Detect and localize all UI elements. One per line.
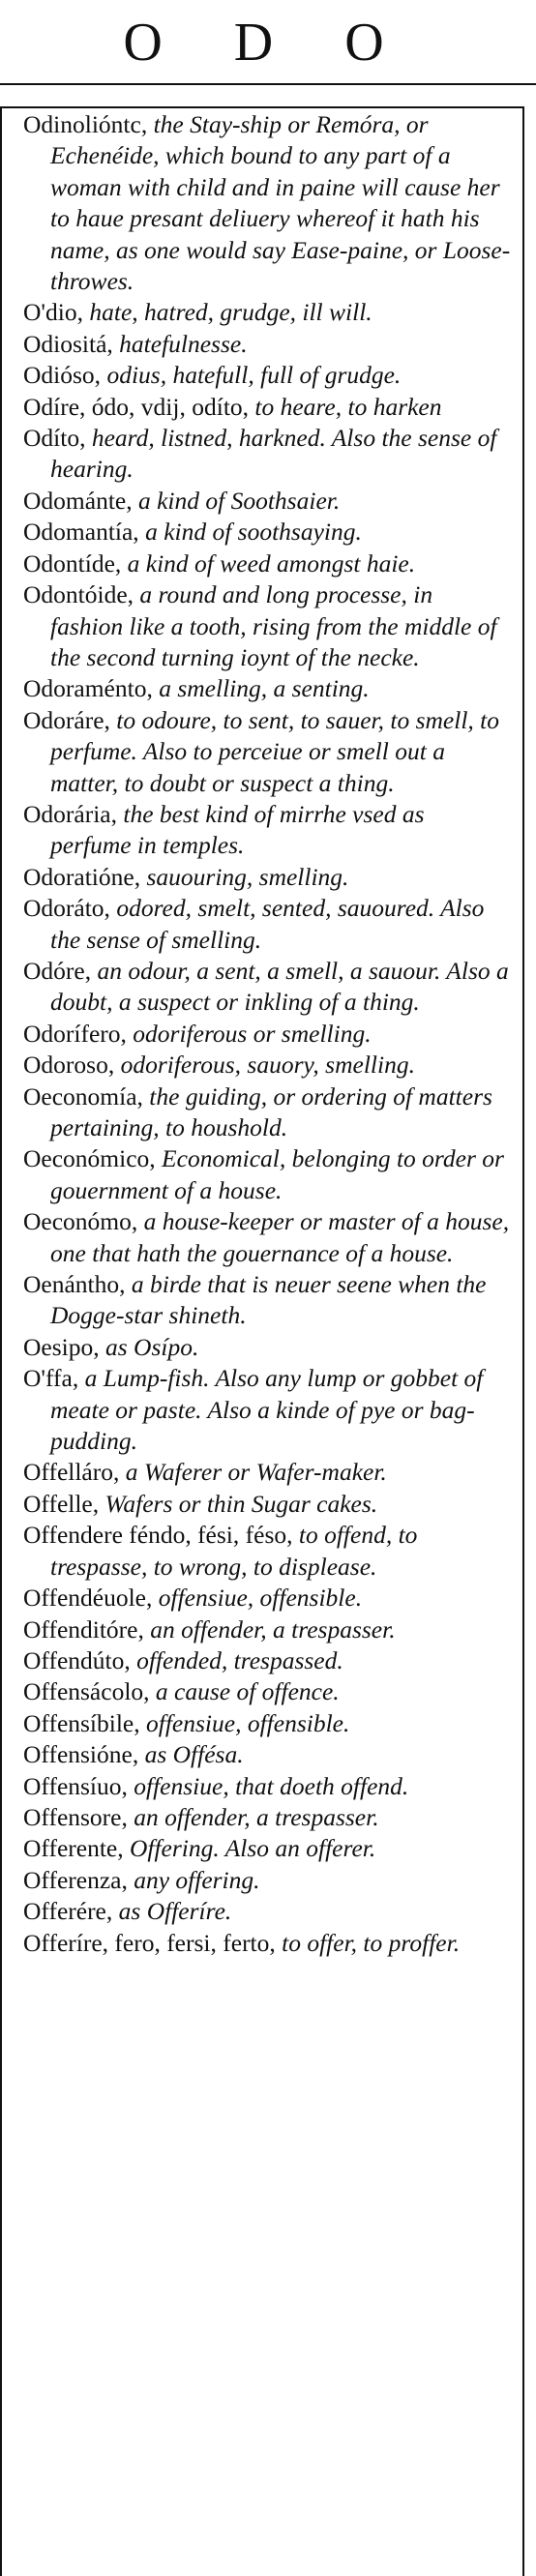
- dictionary-entry: [23, 1081, 511, 1144]
- entry-headword: Odontóide,: [23, 580, 134, 609]
- entry-headword: Offendere féndo, fési, féso,: [23, 1521, 293, 1550]
- dictionary-entry: [23, 1708, 511, 1739]
- dictionary-entry: [23, 956, 511, 1019]
- dictionary-entry: [23, 893, 511, 956]
- dictionary-entry: [23, 799, 511, 862]
- entry-headword: Odorária,: [23, 799, 117, 828]
- entry-headword: O'ffa,: [23, 1364, 79, 1393]
- dictionary-entry: [23, 109, 511, 297]
- entry-headword: Offensácolo,: [23, 1677, 150, 1706]
- entry-headword: O'dio,: [23, 298, 83, 327]
- entry-definition: the best kind of mirrhe vsed as perfume in temples.: [50, 799, 425, 860]
- dictionary-entry: [23, 1520, 511, 1583]
- entry-definition: offensiue, offensible.: [139, 1708, 350, 1737]
- dictionary-entry: [23, 579, 511, 673]
- entry-headword: Odóre,: [23, 956, 92, 985]
- entry-definition: odored, smelt, sented, sauoured. Also the sense of smelling.: [50, 894, 485, 954]
- entry-headword: Offelláro,: [23, 1458, 120, 1487]
- entry-definition: a round and long processe, in fashion like a tooth, rising from the middle of the second turning ioynt of the necke.: [50, 580, 497, 671]
- header-rule: [0, 83, 536, 85]
- entry-definition: heard, listned, harkned. Also the sense of hearing.: [50, 424, 497, 484]
- dictionary-entry: [23, 1332, 511, 1363]
- dictionary-entry: [23, 1583, 511, 1614]
- entry-headword: Odoroso,: [23, 1051, 115, 1080]
- entry-definition: offensiue, offensible.: [152, 1584, 363, 1613]
- dictionary-entry: [23, 1928, 511, 1959]
- dictionary-entry: [23, 1206, 511, 1269]
- entry-definition: odius, hatefull, full of grudge.: [101, 361, 402, 390]
- entry-headword: Offerente,: [23, 1834, 124, 1863]
- entry-headword: Offensíuo,: [23, 1771, 128, 1800]
- entry-definition: an odour, a sent, a smell, a sauour. Also a doubt, a suspect or inkling of a thing.: [50, 956, 509, 1017]
- entry-headword: Odorífero,: [23, 1019, 127, 1048]
- entry-headword: Offensióne,: [23, 1740, 139, 1769]
- entry-definition: Offering. Also an offerer.: [123, 1834, 376, 1863]
- entry-definition: a kind of weed amongst haie.: [121, 548, 416, 577]
- entry-definition: a Waferer or Wafer-maker.: [119, 1458, 387, 1487]
- dictionary-entry: [23, 360, 511, 391]
- dictionary-entry: [23, 1363, 511, 1457]
- entry-definition: a smelling, a senting.: [152, 674, 370, 703]
- entry-headword: Odoraménto,: [23, 674, 153, 703]
- entry-definition: a cause of offence.: [149, 1677, 340, 1706]
- entry-headword: Oeconómo,: [23, 1207, 138, 1236]
- entry-definition: to heare, to harken: [249, 392, 442, 421]
- dictionary-entry: [23, 297, 511, 328]
- entry-headword: Offensíbile,: [23, 1708, 140, 1737]
- entry-definition: to offend, to trespasse, to wrong, to displease.: [50, 1521, 418, 1581]
- dictionary-entry: [23, 486, 511, 517]
- entry-headword: Offenditóre,: [23, 1614, 144, 1643]
- entry-definition: Economical, belonging to order or gouernment of a house.: [50, 1144, 504, 1204]
- entry-definition: a birde that is neuer seene when the Dogge-star shineth.: [50, 1270, 487, 1330]
- entry-headword: Offendéuole,: [23, 1584, 153, 1613]
- entry-headword: Odíto,: [23, 424, 86, 453]
- entry-headword: Oeconomía,: [23, 1081, 143, 1110]
- dictionary-entry: [23, 1050, 511, 1081]
- entry-headword: Odiositá,: [23, 329, 113, 358]
- entry-headword: Odoráre,: [23, 705, 110, 734]
- entry-definition: the guiding, or ordering of matters pertaining, to houshold.: [50, 1081, 492, 1141]
- dictionary-entry: [23, 517, 511, 548]
- entry-definition: offended, trespassed.: [130, 1645, 343, 1674]
- entry-definition: a house-keeper or master of a house, one that hath the gouernance of a house.: [50, 1207, 510, 1267]
- entry-definition: a Lump-fish. Also any lump or gobbet of meate or paste. Also a kinde of pye or bag-pudding.: [50, 1364, 484, 1456]
- dictionary-entry: [23, 1865, 511, 1896]
- entry-headword: Offendúto,: [23, 1645, 131, 1674]
- dictionary-entry: [23, 1269, 511, 1332]
- page-header: [0, 0, 536, 85]
- entry-headword: Offerére,: [23, 1897, 113, 1926]
- entry-headword: Odoratióne,: [23, 862, 141, 891]
- dictionary-entry: [23, 1614, 511, 1645]
- entry-definition: as Offeríre.: [112, 1897, 232, 1926]
- dictionary-entry: [23, 1802, 511, 1833]
- entry-headword: Offeríre, fero, fersi, ferto,: [23, 1928, 276, 1957]
- entry-headword: Odinolióntc,: [23, 110, 148, 138]
- entry-headword: Odióso,: [23, 361, 102, 390]
- dictionary-entry: [23, 423, 511, 486]
- dictionary-entry: [23, 1645, 511, 1676]
- entry-definition: odoriferous, sauory, smelling.: [114, 1051, 415, 1080]
- entry-headword: Odoráto,: [23, 894, 110, 923]
- entry-definition: offensiue, that doeth offend.: [127, 1771, 409, 1800]
- dictionary-entry: [23, 1676, 511, 1707]
- entry-definition: Wafers or thin Sugar cakes.: [99, 1489, 378, 1518]
- entry-definition: to odoure, to sent, to sauer, to smell, to perfume. Also to perceiue or smell out a matter, to doubt or suspect a thing.: [50, 705, 500, 797]
- dictionary-entry: [23, 392, 511, 423]
- entry-definition: a kind of soothsaying.: [138, 518, 362, 547]
- entry-definition: any offering.: [127, 1865, 260, 1894]
- dictionary-entry: [23, 329, 511, 360]
- entry-definition: a kind of Soothsaier.: [132, 486, 341, 515]
- entry-definition: as Osípo.: [99, 1332, 199, 1361]
- dictionary-entry: [23, 1833, 511, 1864]
- dictionary-entry: [23, 862, 511, 893]
- entry-definition: hate, hatred, grudge, ill will.: [82, 298, 372, 327]
- entry-headword: Oenántho,: [23, 1270, 126, 1299]
- entry-headword: Offerenza,: [23, 1865, 128, 1894]
- entry-headword: Oesipo,: [23, 1332, 100, 1361]
- dictionary-entry: [23, 705, 511, 799]
- entry-definition: an offender, a trespasser.: [143, 1614, 396, 1643]
- dictionary-entry: [23, 673, 511, 704]
- entry-definition: as Offésa.: [138, 1740, 244, 1769]
- entry-definition: odoriferous or smelling.: [126, 1019, 372, 1048]
- dictionary-entry: [23, 1457, 511, 1488]
- dictionary-entry: [23, 1019, 511, 1050]
- entry-definition: sauouring, smelling.: [140, 862, 349, 891]
- entry-headword: Odomantía,: [23, 518, 139, 547]
- dictionary-entry: [23, 1771, 511, 1802]
- dictionary-entry: [23, 1489, 511, 1520]
- entry-headword: Offelle,: [23, 1489, 100, 1518]
- entry-headword: Odíre, ódo, vdij, odíto,: [23, 392, 250, 421]
- running-head: O D O: [123, 13, 413, 73]
- entry-headword: Odománte,: [23, 486, 133, 515]
- entry-definition: to offer, to proffer.: [275, 1928, 461, 1957]
- entry-definition: hatefulnesse.: [112, 329, 248, 358]
- entry-headword: Odontíde,: [23, 548, 122, 577]
- dictionary-entry: [23, 548, 511, 579]
- dictionary-entry: [23, 1739, 511, 1770]
- dictionary-entry: [23, 1896, 511, 1927]
- entry-definition: an offender, a trespasser.: [127, 1802, 379, 1831]
- entry-headword: Offensore,: [23, 1802, 128, 1831]
- entry-headword: Oeconómico,: [23, 1144, 156, 1173]
- entry-definition: the Stay-ship or Remóra, or Echenéide, which bound to any part of a woman with child and in paine will cause her to haue presant deliuery whereof it hath his name, as one would say Ease-paine, or Loose-throwes.: [50, 110, 511, 296]
- dictionary-entry: [23, 1143, 511, 1206]
- dictionary-column: [23, 109, 511, 1959]
